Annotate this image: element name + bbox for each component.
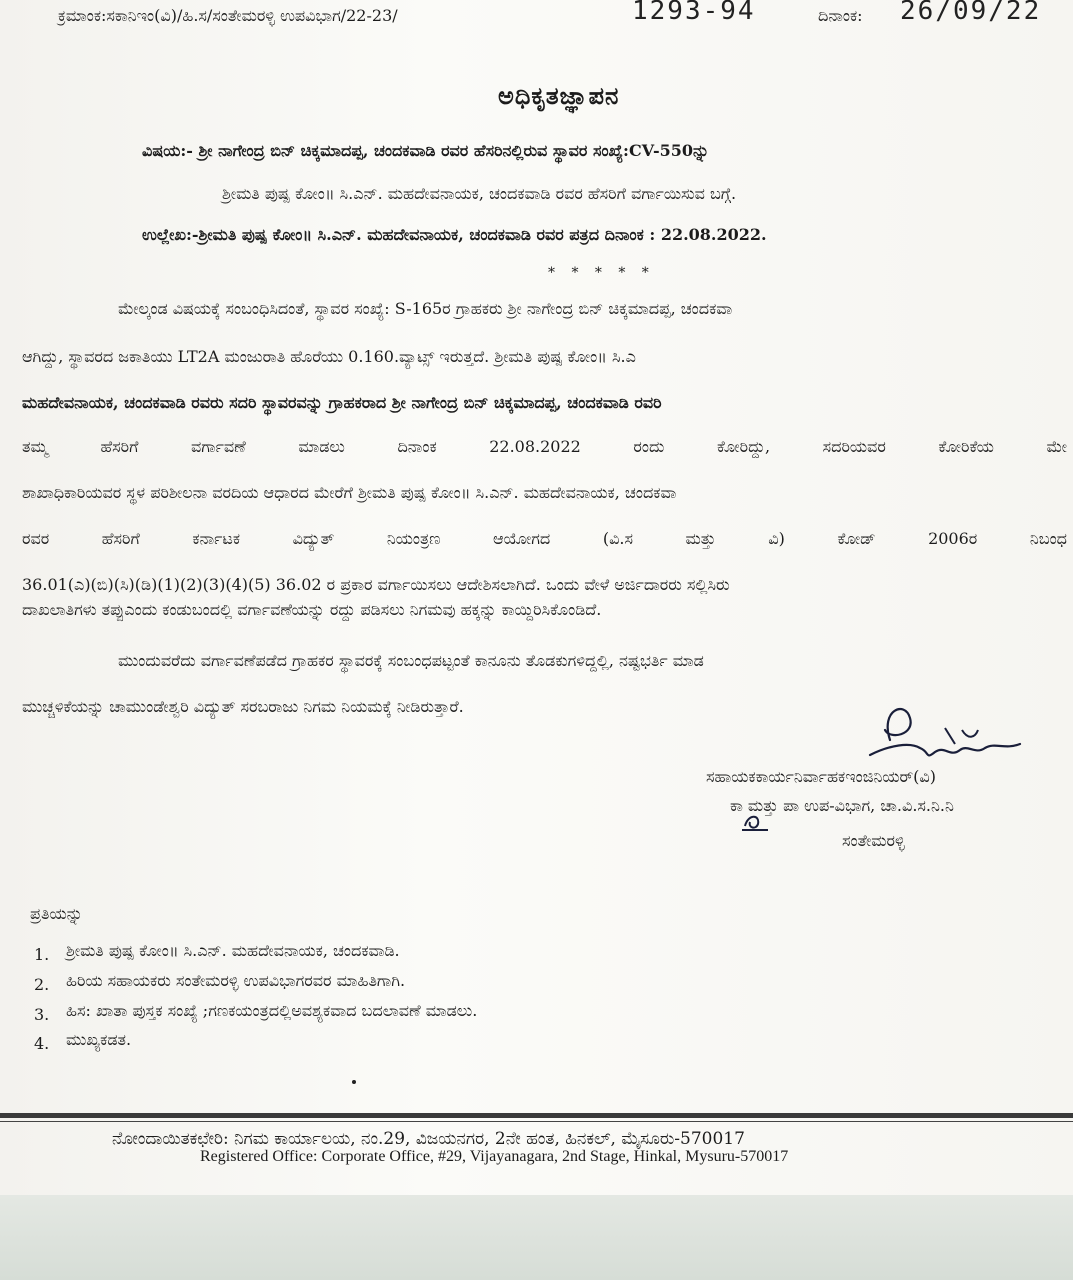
reference-line: ಉಲ್ಲೇಖ:-ಶ್ರೀಮತಿ ಪುಷ್ಪ ಕೋಂ॥ ಸಿ.ಎನ್. ಮಹದೇವನಾಯಕ, ಚಂದಕವಾಡಿ ರವರ ಪತ್ರದ ದಿನಾಂಕ : 22.08.2022.	[142, 225, 767, 244]
footer-rule-thick	[0, 1113, 1073, 1118]
body-line: ತಮ್ಮ ಹೆಸರಿಗೆ ವರ್ಗಾವಣೆ ಮಾಡಲು ದಿನಾಂಕ 22.08.2022 ರಂದು ಕೋರಿದ್ದು, ಸದರಿಯವರ ಕೋರಿಕೆಯ ಮೇ	[22, 437, 1067, 456]
copy-item-number: 3.	[34, 1005, 50, 1024]
body-line: ಮಹದೇವನಾಯಕ, ಚಂದಕವಾಡಿ ರವರು ಸದರಿ ಸ್ಥಾವರವನ್ನು ಗ್ರಾಹಕರಾದ ಶ್ರೀ ನಾಗೇಂದ್ರ ಬಿನ್ ಚಿಕ್ಕಮಾದಪ್ಪ, ಚಂದಕವಾಡಿ ರವರಿ	[22, 393, 662, 412]
reference-number-handwritten: 1293-94	[632, 0, 756, 26]
subject-line-1: ವಿಷಯ:- ಶ್ರೀ ನಾಗೇಂದ್ರ ಬಿನ್ ಚಿಕ್ಕಮಾದಪ್ಪ, ಚಂದಕವಾಡಿ ರವರ ಹೆಸರಿನಲ್ಲಿರುವ ಸ್ಥಾವರ ಸಂಖ್ಯೆ:CV-550ನ್ನು	[142, 141, 710, 160]
footer-rule-thin	[0, 1121, 1073, 1122]
stray-dot	[352, 1080, 356, 1084]
footer-english-address: Registered Office: Corporate Office, #29, Vijayanagara, 2nd Stage, Hinkal, Mysuru-570017	[200, 1148, 789, 1165]
photo-background-edge	[0, 1195, 1073, 1280]
copy-item-text: ಹಿಸ: ಖಾತಾ ಪುಸ್ತಕ ಸಂಖ್ಯೆ ;ಗಣಕಯಂತ್ರದಲ್ಲಿಅವಶ್ಯಕವಾದ ಬದಲಾವಣೆ ಮಾಡಲು.	[66, 1001, 478, 1020]
body-line: ಮುಂದುವರೆದು ವರ್ಗಾವಣೆಪಡೆದ ಗ್ರಾಹಕರ ಸ್ಥಾವರಕ್ಕೆ ಸಂಬಂಧಪಟ್ಟಂತೆ ಕಾನೂನು ತೊಡಕುಗಳಿದ್ದಲ್ಲಿ, ನಷ್ಟಭರ್ತಿ ಮಾಡ	[118, 651, 704, 670]
copy-to-heading: ಪ್ರತಿಯನ್ನು	[30, 904, 83, 923]
body-line: ಮುಚ್ಚಳಿಕೆಯನ್ನು ಚಾಮುಂಡೇಶ್ವರಿ ವಿದ್ಯುತ್ ಸರಬರಾಜು ನಿಗಮ ನಿಯಮಕ್ಕೆ ನೀಡಿರುತ್ತಾರೆ.	[22, 697, 464, 716]
document-title: ಅಧಿಕೃತಜ್ಞಾಪನ	[498, 81, 620, 110]
body-line: ರವರ ಹೆಸರಿಗೆ ಕರ್ನಾಟಕ ವಿದ್ಯುತ್ ನಿಯಂತ್ರಣ ಆಯೋಗದ (ವಿ.ಸ ಮತ್ತು ವಿ) ಕೋಡ್ 2006ರ ನಿಬಂಧ	[22, 529, 1067, 548]
date-handwritten: 26/09/22	[900, 0, 1042, 26]
reference-label: ಕ್ರಮಾಂಕ:ಸಕಾನಿಇಂ(ವಿ)/ಹಿ.ಸ/ಸಂತೇಮರಳ್ಳಿ ಉಪವಿಭಾಗ/22-23/	[58, 6, 398, 25]
body-line: ಶಾಖಾಧಿಕಾರಿಯವರ ಸ್ಥಳ ಪರಿಶೀಲನಾ ವರದಿಯ ಆಧಾರದ ಮೇರೆಗೆ ಶ್ರೀಮತಿ ಪುಷ್ಪ ಕೋಂ॥ ಸಿ.ಎನ್. ಮಹದೇವನಾಯಕ, ಚಂದಕವಾ	[22, 483, 677, 502]
copy-item-number: 4.	[34, 1034, 50, 1053]
signatory-place: ಸಂತೇಮರಳ್ಳಿ	[842, 831, 905, 850]
subject-line-2: ಶ್ರೀಮತಿ ಪುಷ್ಪ ಕೋಂ॥ ಸಿ.ಎನ್. ಮಹದೇವನಾಯಕ, ಚಂದಕವಾಡಿ ರವರ ಹೆಸರಿಗೆ ವರ್ಗಾಯಿಸುವ ಬಗ್ಗೆ.	[222, 184, 737, 203]
copy-item-text: ಮುಖ್ಯಕಡತ.	[66, 1030, 132, 1049]
copy-item-number: 2.	[34, 975, 50, 994]
body-line: ದಾಖಲಾತಿಗಳು ತಪ್ಪುಎಂದು ಕಂಡುಬಂದಲ್ಲಿ ವರ್ಗಾವಣೆಯನ್ನು ರದ್ದು ಪಡಿಸಲು ನಿಗಮವು ಹಕ್ಕನ್ನು ಕಾಯ್ದಿರಿಸಿಕೊಂಡಿದೆ.	[22, 600, 602, 619]
body-line: ಮೇಲ್ಕಂಡ ವಿಷಯಕ್ಕೆ ಸಂಬಂಧಿಸಿದಂತೆ, ಸ್ಥಾವರ ಸಂಖ್ಯೆ: S-165ರ ಗ್ರಾಹಕರು ಶ್ರೀ ನಾಗೇಂದ್ರ ಬಿನ್ ಚಿಕ್ಕಮಾದಪ್ಪ, ಚಂದಕವಾ	[118, 299, 733, 318]
copy-item-number: 1.	[34, 945, 50, 964]
copy-item-text: ಶ್ರೀಮತಿ ಪುಷ್ಪ ಕೋಂ॥ ಸಿ.ಎನ್. ಮಹದೇವನಾಯಕ, ಚಂದಕವಾಡಿ.	[66, 941, 400, 960]
signatory-designation: ಸಹಾಯಕಕಾರ್ಯನಿರ್ವಾಹಕಇಂಜಿನಿಯರ್(ವಿ)	[706, 767, 936, 786]
footer-kannada-address: ನೋಂದಾಯಿತಕಛೇರಿ: ನಿಗಮ ಕಾರ್ಯಾಲಯ, ನಂ.29, ವಿಜಯನಗರ, 2ನೇ ಹಂತ, ಹಿನಕಲ್, ಮೈಸೂರು-570017	[112, 1129, 745, 1149]
copy-item-text: ಹಿರಿಯ ಸಹಾಯಕರು ಸಂತೇಮರಳ್ಳಿ ಉಪವಿಭಾಗರವರ ಮಾಹಿತಿಗಾಗಿ.	[66, 971, 406, 990]
separator-stars: * * * * *	[548, 265, 655, 281]
body-line: ಆಗಿದ್ದು, ಸ್ಥಾವರದ ಜಕಾತಿಯು LT2A ಮಂಜುರಾತಿ ಹೊರೆಯು 0.160.ವ್ಯಾಟ್ಸ್ ಇರುತ್ತದೆ. ಶ್ರೀಮತಿ ಪುಷ್ಪ ಕೋಂ॥ ಸಿ.ಎ	[22, 347, 636, 366]
date-label: ದಿನಾಂಕ:	[818, 6, 863, 25]
body-line: 36.01(ಎ)(ಬಿ)(ಸಿ)(ಡಿ)(1)(2)(3)(4)(5) 36.02 ರ ಪ್ರಕಾರ ವರ್ಗಾಯಿಸಲು ಆದೇಶಿಸಲಾಗಿದೆ. ಒಂದು ವೇಳೆ ಅರ್ಜಿದಾರರು ಸಲ್ಲಿಸಿರು	[22, 575, 730, 594]
signature-image	[850, 700, 1030, 770]
signatory-division: ಕಾ ಮತ್ತು ಪಾ ಉಪ-ವಿಭಾಗ, ಚಾ.ವಿ.ಸ.ನಿ.ನಿ	[730, 796, 954, 815]
